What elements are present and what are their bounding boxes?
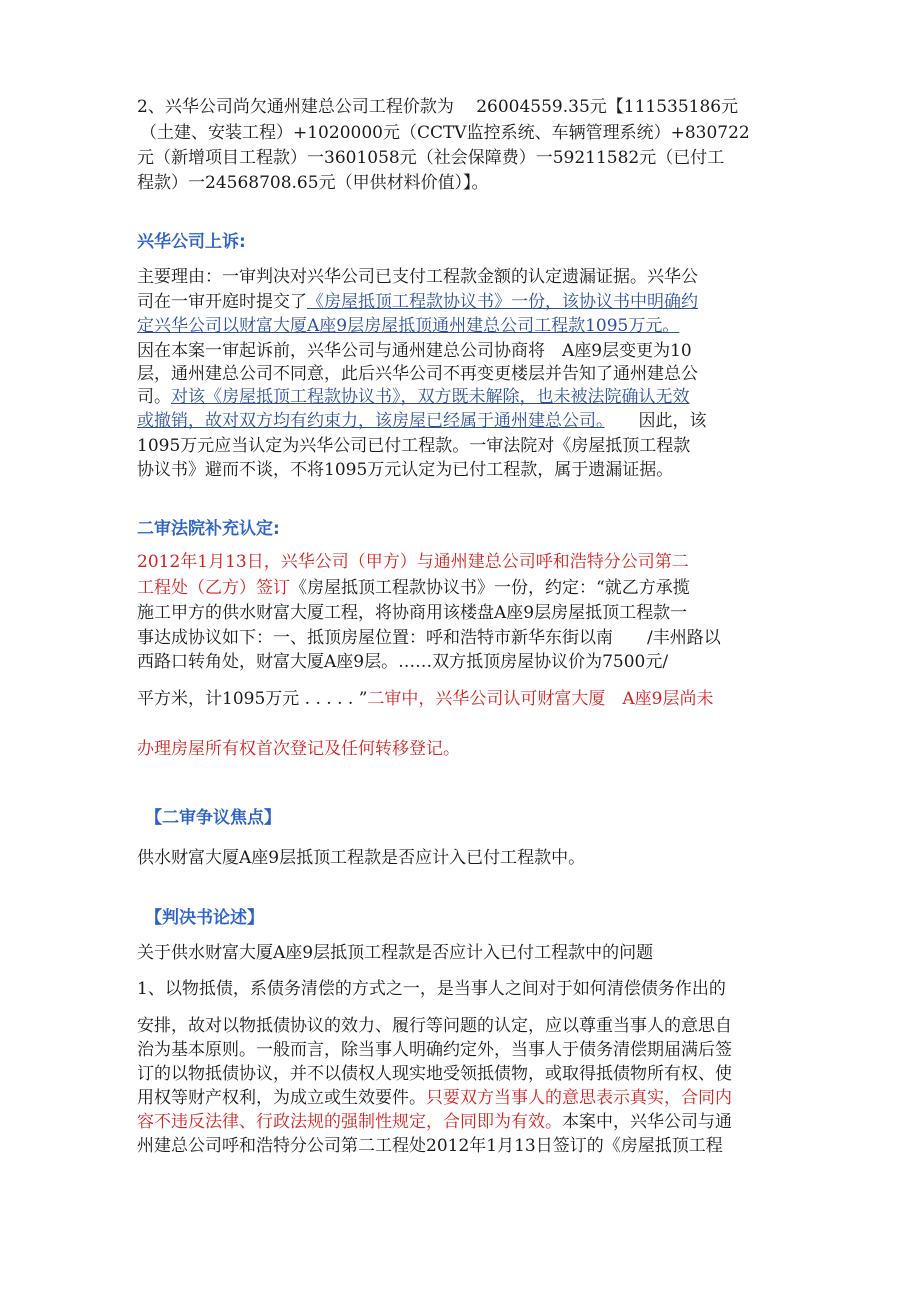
appeal-line-1: 主要理由：一审判决对兴华公司已支付工程款金额的认定遗漏证据。兴华公 bbox=[137, 267, 698, 287]
appeal-line-3[interactable]: 定兴华公司以财富大厦A座9层房屋抵顶通州建总公司工程款1095万元。 bbox=[137, 316, 680, 336]
second-heading: 二审法院补充认定: bbox=[137, 519, 280, 539]
appeal-line-6a: 司。 bbox=[137, 387, 171, 407]
para1-line-4: 程款）一24568708.65元（甲供材料价值）】。 bbox=[137, 173, 489, 193]
judgment-line-7b: 本案中，兴华公司与通 bbox=[562, 1112, 732, 1132]
second-line-5: 西路口转角处，财富大厦A座9层。……双方抵顶房屋协议价为7500元/ bbox=[137, 652, 669, 672]
second-line-6 bbox=[137, 687, 714, 711]
judgment-line-5: 订的以物抵债协议，并不以债权人现实地受领抵债物，或取得抵债物所有权、使 bbox=[137, 1064, 732, 1084]
second-line-7: 办理房屋所有权首次登记及任何转移登记。 bbox=[137, 739, 460, 759]
agreement-link-1[interactable]: 《房屋抵顶工程款协议书》一份，该协议书中明确约 bbox=[307, 292, 698, 312]
judgment-line-3: 安排，故对以物抵债协议的效力、履行等问题的认定，应以尊重当事人的意思自 bbox=[137, 1016, 732, 1036]
second-line-2 bbox=[137, 576, 690, 600]
second-line-6b: 二审中，兴华公司认可财富大厦 A座9层尚未 bbox=[367, 689, 714, 709]
agreement-link-3[interactable]: 或撤销，故对双方均有约束力，该房屋已经属于通州建总公司。 bbox=[137, 411, 605, 431]
second-line-2b: 《房屋抵顶工程款协议书》一份，约定：“就乙方承揽 bbox=[290, 578, 690, 598]
appeal-line-9: 协议书》避而不谈，不将1095万元认定为已付工程款，属于遗漏证据。 bbox=[137, 460, 674, 480]
judgment-line-7a: 容不违反法律、行政法规的强制性规定，合同即为有效。 bbox=[137, 1112, 562, 1132]
second-line-1: 2012年1月13日，兴华公司（甲方）与通州建总公司呼和浩特分公司第二 bbox=[137, 552, 689, 572]
para1-line-2: （土建、安装工程）+1020000元（CCTV监控系统、车辆管理系统）+830722 bbox=[140, 123, 750, 143]
focus-heading: 【二审争议焦点】 bbox=[145, 808, 281, 828]
appeal-line-4: 因在本案一审起诉前，兴华公司与通州建总公司协商将 A座9层变更为10 bbox=[137, 341, 692, 361]
judgment-line-6a: 用权等财产权利，为成立或生效要件。 bbox=[137, 1088, 426, 1108]
appeal-line-5: 层，通州建总公司不同意，此后兴华公司不再变更楼层并告知了通州建总公 bbox=[137, 364, 698, 384]
focus-text: 供水财富大厦A座9层抵顶工程款是否应计入已付工程款中。 bbox=[137, 848, 586, 868]
agreement-link-2[interactable]: 对该《房屋抵顶工程款协议书》，双方既未解除，也未被法院确认无效 bbox=[171, 387, 690, 407]
appeal-line-7b: 因此，该 bbox=[604, 411, 707, 431]
judgment-line-8: 州建总公司呼和浩特分公司第二工程处2012年1月13日签订的《房屋抵顶工程 bbox=[137, 1136, 723, 1156]
second-line-2a: 工程处（乙方）签订 bbox=[137, 578, 290, 598]
para1-line-1: 2、兴华公司尚欠通州建总公司工程价款为 26004559.35元【111535186元 bbox=[137, 97, 739, 117]
judgment-line-6 bbox=[137, 1086, 732, 1110]
appeal-line-2 bbox=[137, 290, 698, 314]
appeal-heading: 兴华公司上诉: bbox=[137, 232, 246, 252]
judgment-heading: 【判决书论述】 bbox=[145, 908, 264, 928]
judgment-line-6b: 只要双方当事人的意思表示真实，合同内 bbox=[426, 1088, 732, 1108]
judgment-line-2: 1、以物抵债，系债务清偿的方式之一，是当事人之间对于如何清偿债务作出的 bbox=[137, 979, 726, 999]
appeal-line-7 bbox=[137, 409, 707, 433]
judgment-line-4: 治为基本原则。一般而言，除当事人明确约定外，当事人于债务清偿期届满后签 bbox=[137, 1040, 732, 1060]
judgment-line-1: 关于供水财富大厦A座9层抵顶工程款是否应计入已付工程款中的问题 bbox=[137, 943, 654, 963]
second-line-3: 施工甲方的供水财富大厦工程，将协商用该楼盘A座9层房屋抵顶工程款一 bbox=[137, 603, 688, 623]
second-line-4: 事达成协议如下：一、抵顶房屋位置：呼和浩特市新华东街以南 /丰州路以 bbox=[137, 628, 721, 648]
judgment-line-7 bbox=[137, 1110, 732, 1134]
second-line-6a: 平方米，计1095万元 . . . . . ” bbox=[137, 689, 368, 709]
appeal-line-6 bbox=[137, 385, 690, 409]
para1-line-3: 元（新增项目工程款）一3601058元（社会保障费）一59211582元（已付工 bbox=[137, 148, 725, 168]
appeal-line-8: 1095万元应当认定为兴华公司已付工程款。一审法院对《房屋抵顶工程款 bbox=[137, 436, 691, 456]
appeal-line-2a: 司在一审开庭时提交了 bbox=[137, 292, 307, 312]
